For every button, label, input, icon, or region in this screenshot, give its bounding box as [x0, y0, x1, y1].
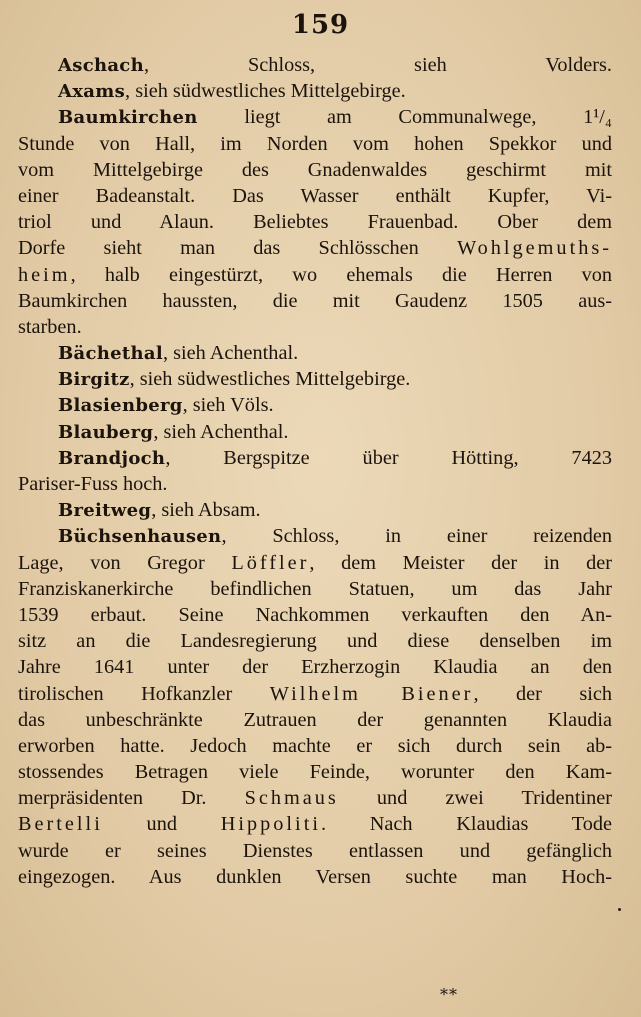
- signature-mark: **: [440, 985, 458, 1004]
- spaced-name: Löffler: [231, 551, 310, 574]
- text-line: Dorfe sieht man das Schlösschen Wohlgemuths-: [18, 237, 612, 260]
- spaced-name: Wohlgemuths-: [457, 237, 612, 260]
- entry-keyword: Axams: [58, 81, 126, 103]
- entry-keyword: Brandjoch: [58, 447, 166, 469]
- text-line: wurde er seines Dienstes entlassen und gefänglich: [18, 839, 612, 862]
- spaced-name: Bertelli: [18, 813, 103, 836]
- spaced-name: Wilhelm Biener: [269, 682, 474, 705]
- text-line: starben.: [18, 315, 82, 338]
- text-line: tirolischen Hofkanzler Wilhelm Biener, der sich: [18, 682, 612, 705]
- text-line: Baumkirchen haussten, die mit Gaudenz 1505 aus-: [18, 289, 612, 312]
- spaced-name: Hippoliti: [220, 813, 321, 836]
- text-line: Pariser-Fuss hoch.: [18, 473, 168, 495]
- entry-birgitz: Birgitz, sieh südwestliches Mittelgebirge.: [58, 368, 411, 391]
- entry-baumkirchen: Baumkirchen liegt am Communalwege, 1¹/₄: [58, 106, 612, 129]
- text-line: einer Badeanstalt. Das Wasser enthält Kupfer, Vi-: [18, 184, 612, 207]
- text-line: das unbeschränkte Zutrauen der genannten Klaudia: [18, 708, 612, 731]
- entry-keyword: Blauberg: [58, 421, 154, 443]
- text-line: heim, halb eingestürzt, wo ehemals die Herren von: [18, 263, 612, 286]
- text-line: triol und Alaun. Beliebtes Frauenbad. Ober dem: [18, 211, 612, 234]
- spaced-name: Schmaus: [244, 787, 339, 810]
- text-line: vom Mittelgebirge des Gnadenwaldes geschirmt mit: [18, 158, 612, 181]
- text-line: 1539 erbaut. Seine Nachkommen verkauften den An-: [18, 603, 612, 626]
- entry-keyword: Baumkirchen: [58, 107, 198, 129]
- text-line: Franziskanerkirche befindlichen Statuen, um das Jahr: [18, 577, 612, 600]
- entry-buechsenhausen: Büchsenhausen, Schloss, in einer reizenden: [58, 525, 612, 548]
- text-line: sitz an die Landesregierung und diese denselben im: [18, 630, 612, 653]
- entry-breitweg: Breitweg, sieh Absam.: [58, 499, 261, 522]
- text-line: Jahre 1641 unter der Erzherzogin Klaudia an den: [18, 656, 612, 679]
- entry-baechethal: Bächethal, sieh Achenthal.: [58, 342, 299, 365]
- page-number: 159: [291, 10, 350, 40]
- entry-keyword: Blasienberg: [58, 395, 183, 417]
- text-line: Stunde von Hall, im Norden vom hohen Spekkor und: [18, 132, 612, 155]
- text-line: eingezogen. Aus dunklen Versen suchte man Hoch-: [18, 865, 612, 888]
- entry-aschach: Aschach, Schloss, sieh Volders.: [58, 54, 612, 76]
- entry-keyword: Bächethal: [58, 343, 163, 365]
- entry-brandjoch: Brandjoch, Bergspitze über Hötting, 7423: [58, 446, 612, 469]
- text-line: stossendes Betragen viele Feinde, worunter den Kam-: [18, 761, 612, 784]
- spaced-name: heim: [18, 263, 71, 286]
- text-line: erworben hatte. Jedoch machte er sich durch sein ab-: [18, 734, 612, 757]
- entry-keyword: Birgitz: [58, 369, 130, 391]
- text-line: Lage, von Gregor Löffler, dem Meister der in der: [18, 551, 612, 574]
- ink-speck: [618, 908, 621, 911]
- entry-keyword: Breitweg: [58, 500, 152, 522]
- text-line: Bertelli und Hippoliti. Nach Klaudias Tode: [18, 813, 613, 836]
- entry-keyword: Büchsenhausen: [58, 526, 222, 548]
- text-line: merpräsidenten Dr. Schmaus und zwei Tridentiner: [18, 787, 612, 810]
- body-text: [18, 52, 612, 890]
- entry-blauberg: Blauberg, sieh Achenthal.: [58, 420, 289, 443]
- entry-blasienberg: Blasienberg, sieh Völs.: [58, 394, 274, 417]
- entry-keyword: Aschach: [58, 55, 144, 76]
- entry-axams: Axams, sieh südwestliches Mittelgebirge.: [58, 80, 406, 103]
